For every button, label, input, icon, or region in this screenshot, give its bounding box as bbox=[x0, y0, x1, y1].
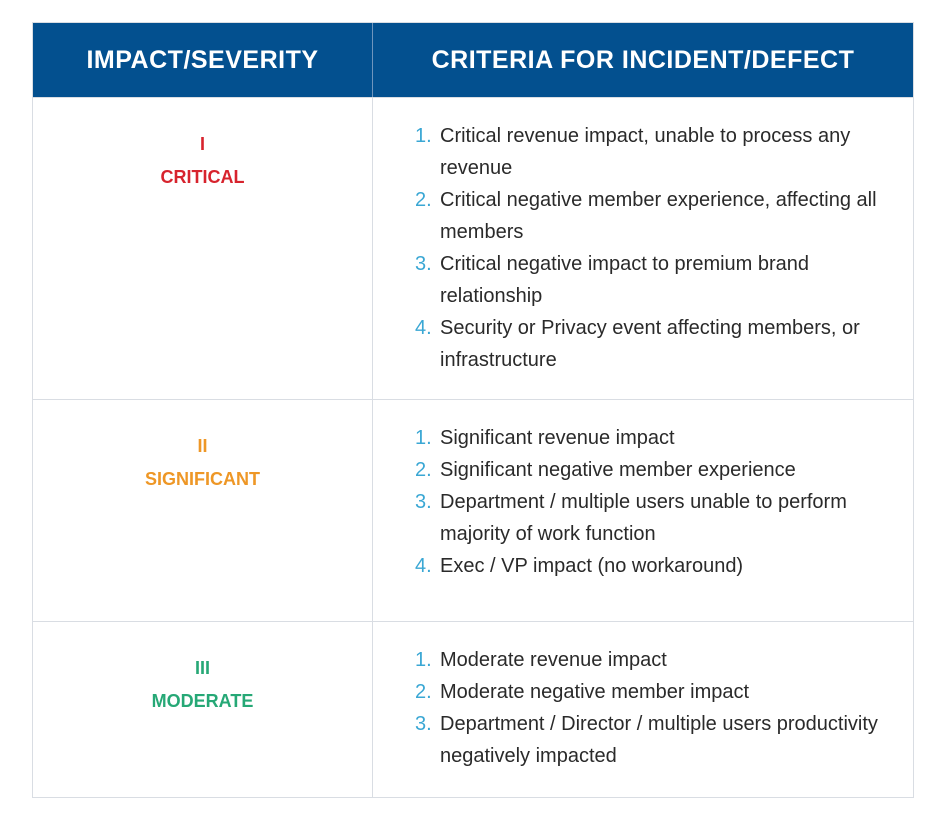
list-text: Critical negative impact to premium brand relationship bbox=[440, 253, 810, 307]
list-text: Department / Director / multiple users productivity negatively impacted bbox=[440, 713, 878, 767]
severity-numeral: I bbox=[199, 134, 205, 154]
list-number: 3. bbox=[415, 253, 432, 275]
list-text: Moderate revenue impact bbox=[440, 649, 667, 671]
list-number: 2. bbox=[415, 189, 432, 211]
list-number: 3. bbox=[415, 491, 432, 513]
table-row-moderate bbox=[33, 621, 913, 797]
severity-table bbox=[32, 22, 914, 798]
list-number: 4. bbox=[415, 555, 432, 577]
criteria-list bbox=[415, 120, 883, 376]
list-item bbox=[415, 486, 883, 550]
list-number: 3. bbox=[415, 713, 432, 735]
list-item bbox=[415, 454, 883, 486]
list-text: Exec / VP impact (no workaround) bbox=[440, 555, 744, 577]
list-text: Department / multiple users unable to perform majority of work function bbox=[440, 491, 847, 545]
criteria-list bbox=[415, 422, 883, 582]
list-number: 1. bbox=[415, 427, 432, 449]
list-item bbox=[415, 422, 883, 454]
list-number: 4. bbox=[415, 317, 432, 339]
list-item bbox=[415, 312, 883, 376]
header-impact-severity: IMPACT/SEVERITY bbox=[33, 23, 373, 97]
list-text: Critical revenue impact, unable to process any revenue bbox=[440, 125, 851, 179]
table-row-significant bbox=[33, 399, 913, 621]
criteria-list bbox=[415, 644, 883, 772]
severity-cell-significant bbox=[33, 400, 373, 621]
severity-numeral: II bbox=[197, 436, 208, 456]
list-item bbox=[415, 644, 883, 676]
severity-cell-moderate bbox=[33, 622, 373, 797]
header-criteria: CRITERIA FOR INCIDENT/DEFECT bbox=[431, 45, 855, 74]
severity-level: MODERATE bbox=[151, 691, 254, 711]
list-item bbox=[415, 708, 883, 772]
list-text: Significant negative member experience bbox=[440, 459, 796, 481]
severity-numeral: III bbox=[194, 658, 210, 678]
criteria-cell-moderate bbox=[373, 622, 913, 797]
list-number: 1. bbox=[415, 649, 432, 671]
list-text: Critical negative member experience, affecting all members bbox=[440, 189, 877, 243]
list-item bbox=[415, 248, 883, 312]
list-text: Significant revenue impact bbox=[440, 427, 675, 449]
list-item bbox=[415, 676, 883, 708]
table-row-critical bbox=[33, 97, 913, 399]
list-text: Moderate negative member impact bbox=[440, 681, 750, 703]
criteria-cell-critical bbox=[373, 98, 913, 399]
list-number: 2. bbox=[415, 681, 432, 703]
table-header bbox=[33, 23, 913, 97]
list-number: 2. bbox=[415, 459, 432, 481]
list-number: 1. bbox=[415, 125, 432, 147]
list-item bbox=[415, 550, 883, 582]
severity-level: CRITICAL bbox=[160, 167, 245, 187]
severity-level: SIGNIFICANT bbox=[145, 469, 260, 489]
criteria-cell-significant bbox=[373, 400, 913, 621]
list-item bbox=[415, 120, 883, 184]
severity-cell-critical bbox=[33, 98, 373, 399]
list-item bbox=[415, 184, 883, 248]
list-text: Security or Privacy event affecting members, or infrastructure bbox=[440, 317, 860, 371]
